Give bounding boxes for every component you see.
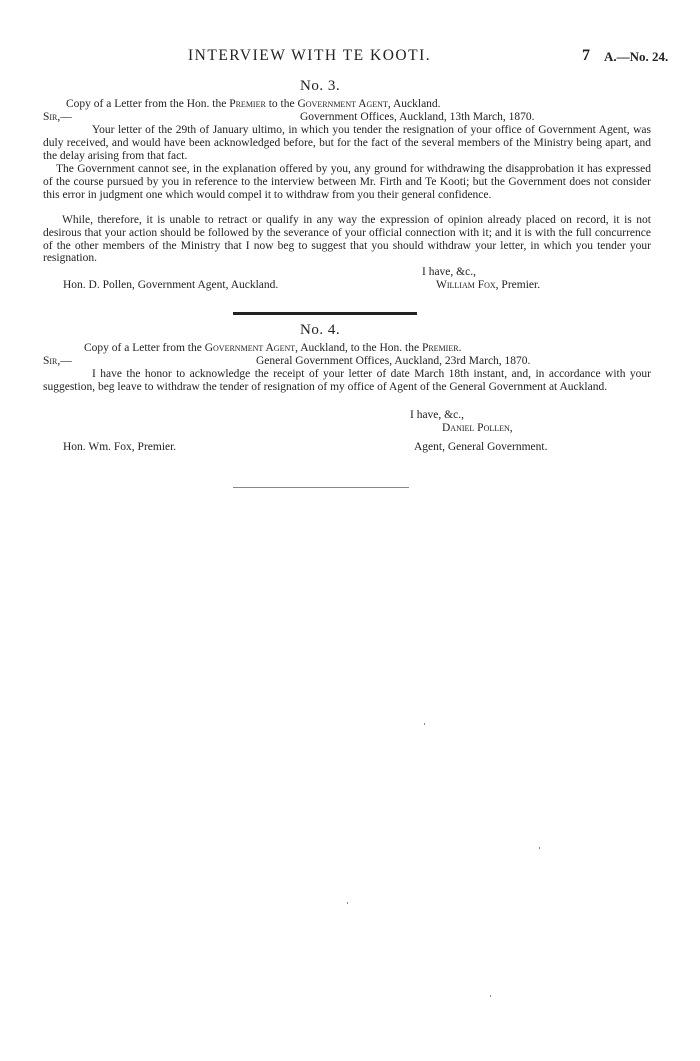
caption-agent: Government Agent [204,342,296,354]
caption-text: , Auckland, to the Hon. the [295,342,422,354]
caption-agent: Government Agent [297,98,388,110]
letter-4-closing: I have, &c., [410,409,464,421]
running-header-title: INTERVIEW WITH TE KOOTI. [188,47,432,64]
print-speck [490,995,491,997]
caption-text: . [458,342,462,354]
letter-3-paragraph-2: The Government cannot see, in the explanation offered by you, any ground for withdrawing the disapprobation it has expressed of the course pursued by you in reference to the interview between Mr. Firth and Te Kooti; but the Government does not consider this error in judgment one which would compel it to withdraw from you their general confidence. [43,163,651,201]
caption-text: to the [265,98,298,110]
letter-4-heading: No. 4. [300,322,341,338]
caption-premier: Premier [229,98,266,110]
letter-4-address-date: General Government Offices, Auckland, 23rd March, 1870. [256,355,531,367]
letter-3-signature [436,279,540,292]
letter-4-signature-title: Agent, General Government. [414,441,548,453]
print-speck [539,847,540,849]
letter-3-address-date: Government Offices, Auckland, 13th March, 1870. [300,111,535,123]
signature-name: William Fox [436,279,496,291]
letter-4-caption [84,342,461,355]
print-speck [347,902,348,904]
letter-4-paragraph-1: I have the honor to acknowledge the receipt of your letter of date March 18th instant, and, in accordance with your suggestion, beg leave to withdraw the tender of resignation of my office of Agent of the General Government at Auckland. [43,368,651,393]
letter-4-salutation: Sir,— [43,355,72,367]
letter-3-paragraph-3: While, therefore, it is unable to retract or qualify in any way the expression of opinion already placed on record, it is not desirous that your action should be followed by the severance of your official connection with it; and it is with the full concurrence of the other members of the Ministry that I now beg to suggest that you should withdraw your letter, in which you tender your resignation. [43,214,651,265]
letter-3-salutation: Sir,— [43,111,72,123]
caption-premier: Premier [421,342,459,354]
caption-text: Copy of a Letter from the Hon. the [66,98,230,110]
section-divider [233,312,417,315]
letter-3-heading: No. 3. [300,78,341,94]
signature-suffix: , [509,422,513,434]
signature-title: , Premier. [495,279,541,291]
signature-name: Daniel Pollen [442,422,510,434]
letter-4-addressee: Hon. Wm. Fox, Premier. [63,441,177,453]
caption-text: Copy of a Letter from the [84,342,205,354]
end-rule [233,487,409,488]
letter-3-closing: I have, &c., [422,266,476,278]
letter-3-addressee: Hon. D. Pollen, Government Agent, Auckland. [63,279,279,291]
print-speck [424,723,425,725]
caption-text: , Auckland. [387,98,441,110]
page-number: 7 [582,47,590,64]
letter-3-caption [66,98,441,111]
letter-3-paragraph-1: Your letter of the 29th of January ultimo, in which you tender the resignation of your office of Government Agent, was duly received, and would have been acknowledged before, but for the fact of the several members of the Ministry being apart, and the delay arising from that fact. [43,124,651,162]
document-reference: A.—No. 24. [604,49,669,64]
letter-4-signature [442,422,513,435]
